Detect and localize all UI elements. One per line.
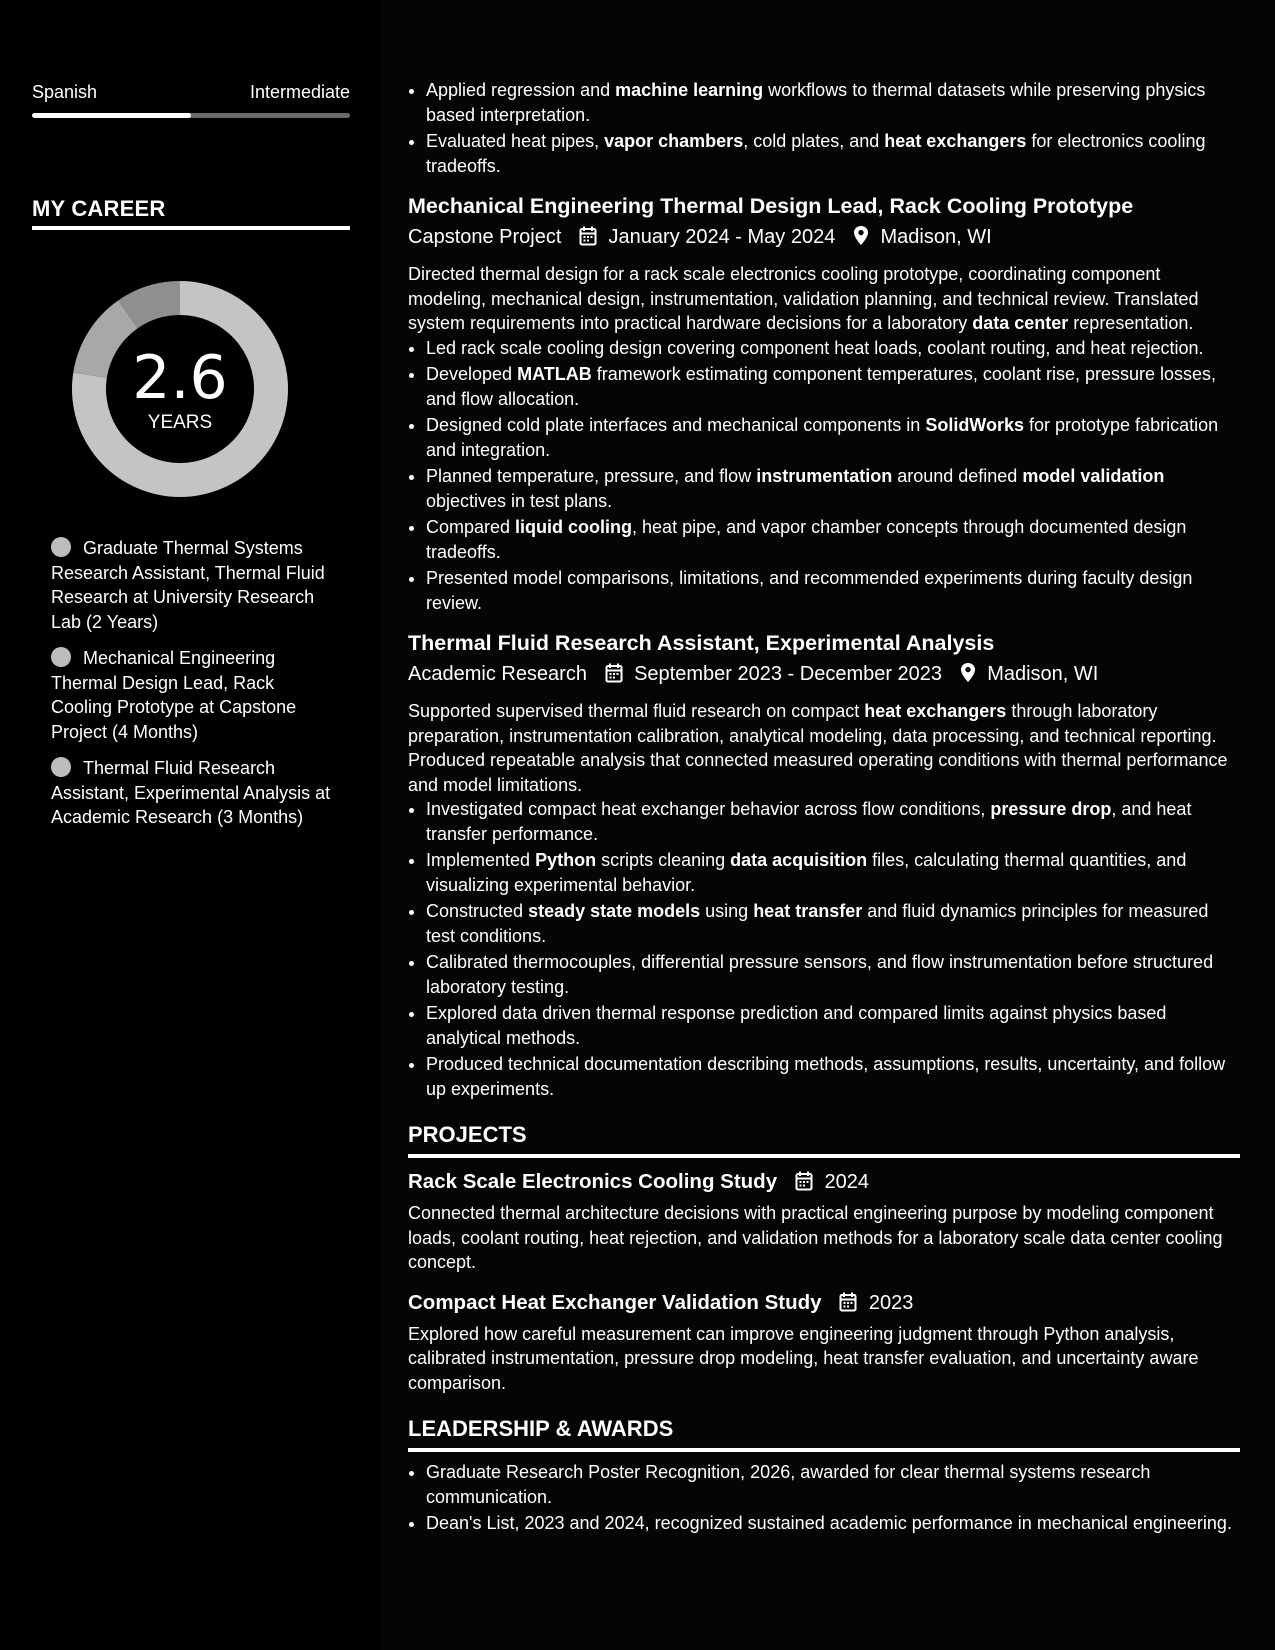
location-pin-icon <box>960 662 976 691</box>
bullet-item: • Led rack scale cooling design covering component heat loads, coolant routing, and heat rejection. <box>426 336 1240 361</box>
calendar-icon <box>795 1171 813 1199</box>
bold-keyword: heat exchangers <box>884 131 1027 151</box>
bold-keyword: SolidWorks <box>925 415 1024 435</box>
language-level: Intermediate <box>249 82 350 102</box>
bold-keyword: instrumentation <box>756 466 893 486</box>
bullet-item: • Explored data driven thermal response prediction and compared limits against physics based analytical methods. <box>426 1001 1240 1050</box>
language-proficiency-fill <box>32 113 191 118</box>
calendar-icon <box>605 663 623 691</box>
bold-keyword: Python <box>535 850 597 870</box>
job-dates: January 2024 - May 2024 <box>608 226 836 248</box>
job-location: Madison, WI <box>987 663 1099 685</box>
job-title: Mechanical Engineering Thermal Design Lead, Rack Cooling Prototype <box>408 194 1134 218</box>
career-section-title: MY CAREER <box>32 196 166 221</box>
career-total <box>65 343 295 434</box>
job-meta <box>408 660 1240 691</box>
job-organization: Capstone Project <box>408 226 562 248</box>
job-dates: September 2023 - December 2023 <box>634 663 943 685</box>
bold-keyword: MATLAB <box>517 364 592 384</box>
bold-keyword: model validation <box>1022 466 1165 486</box>
career-total-unit: YEARS <box>147 412 213 433</box>
career-item <box>51 536 331 634</box>
bold-keyword: data acquisition <box>730 850 868 870</box>
award-item: • Graduate Research Poster Recognition, 2026, awarded for clear thermal systems research communication. <box>426 1460 1240 1509</box>
bold-keyword: pressure drop <box>990 799 1112 819</box>
calendar-icon <box>579 226 597 254</box>
bold-keyword: heat transfer <box>753 901 863 921</box>
location-pin-icon <box>853 225 869 254</box>
awards-section-title: LEADERSHIP & AWARDS <box>408 1416 674 1441</box>
career-item-text: Mechanical Engineering Thermal Design Lead, Rack Cooling Prototype at Capstone Project (4 Months) <box>51 648 297 742</box>
job-bullets <box>408 336 1240 616</box>
career-total-value: 2.6 <box>132 343 228 413</box>
bullet-item: • Compared liquid cooling, heat pipe, and vapor chamber concepts through documented design tradeoffs. <box>426 515 1240 564</box>
award-item: • Dean's List, 2023 and 2024, recognized sustained academic performance in mechanical engineering. <box>426 1511 1240 1536</box>
job-meta <box>408 223 1240 254</box>
career-item-text: Thermal Fluid Research Assistant, Experimental Analysis at Academic Research (3 Months) <box>51 758 331 827</box>
project-name: Rack Scale Electronics Cooling Study <box>408 1170 778 1193</box>
job-description: Supported supervised thermal fluid research on compact heat exchangers through laboratory preparation, instrumentation calibration, analytical modeling, data processing, and technical reporting. Produced repeatable analysis that connected measured operating conditions with thermal performance and model limitations. <box>408 701 1228 795</box>
bullet-item: • Evaluated heat pipes, vapor chambers, cold plates, and heat exchangers for electronics cooling tradeoffs. <box>426 129 1240 178</box>
bold-keyword: machine learning <box>615 80 764 100</box>
bullet-item: • Presented model comparisons, limitations, and recommended experiments during faculty design review. <box>426 566 1240 615</box>
bold-keyword: vapor chambers <box>604 131 744 151</box>
main-content <box>408 78 1240 1538</box>
bold-keyword: heat exchangers <box>864 701 1007 721</box>
bullet-dot-icon <box>51 757 71 777</box>
project-year: 2023 <box>868 1291 914 1314</box>
bullet-dot-icon <box>51 537 71 557</box>
career-item <box>51 756 331 830</box>
bullet-item: • Designed cold plate interfaces and mechanical components in SolidWorks for prototype fabrication and integration. <box>426 413 1240 462</box>
project-description: Connected thermal architecture decisions with practical engineering purpose by modeling component loads, coolant routing, heat rejection, and validation methods for a laboratory scale data center cooling concept. <box>408 1203 1223 1272</box>
bullet-item: • Developed MATLAB framework estimating component temperatures, coolant rise, pressure losses, and flow allocation. <box>426 362 1240 411</box>
calendar-icon <box>839 1292 857 1320</box>
previous-job-bullets <box>408 78 1240 178</box>
projects-section-divider <box>408 1154 1240 1158</box>
bullet-item: • Planned temperature, pressure, and flow instrumentation around defined model validation objectives in test plans. <box>426 464 1240 513</box>
bold-keyword: data center <box>972 313 1069 333</box>
awards-section-divider <box>408 1448 1240 1452</box>
project-year: 2024 <box>824 1171 870 1193</box>
bullet-item: • Implemented Python scripts cleaning data acquisition files, calculating thermal quantities, and visualizing experimental behavior. <box>426 848 1240 897</box>
language-proficiency-bar <box>32 113 350 118</box>
career-list <box>51 536 331 842</box>
bullet-item: • Constructed steady state models using heat transfer and fluid dynamics principles for measured test conditions. <box>426 899 1240 948</box>
bold-keyword: steady state models <box>528 901 701 921</box>
language-name: Spanish <box>32 82 98 102</box>
bold-keyword: liquid cooling <box>515 517 633 537</box>
career-item <box>51 646 331 744</box>
bullet-item: • Investigated compact heat exchanger behavior across flow conditions, pressure drop, and heat transfer performance. <box>426 797 1240 846</box>
project-description: Explored how careful measurement can improve engineering judgment through Python analysis, calibrated instrumentation, pressure drop modeling, heat transfer evaluation, and uncertainty aware comparison. <box>408 1323 1199 1393</box>
awards-list <box>408 1460 1240 1536</box>
sidebar <box>0 0 380 1650</box>
career-item-text: Graduate Thermal Systems Research Assistant, Thermal Fluid Research at University Research Lab (2 Years) <box>51 538 325 632</box>
bullet-item: • Applied regression and machine learning workflows to thermal datasets while preserving physics based interpretation. <box>426 78 1240 127</box>
projects-section-title: PROJECTS <box>408 1122 527 1147</box>
project-name: Compact Heat Exchanger Validation Study <box>408 1290 822 1314</box>
job-title: Thermal Fluid Research Assistant, Experimental Analysis <box>408 631 995 655</box>
job-organization: Academic Research <box>408 663 587 685</box>
bullet-item: • Produced technical documentation describing methods, assumptions, results, uncertainty, and follow up experiments. <box>426 1052 1240 1101</box>
job-bullets <box>408 797 1240 1101</box>
project-title <box>408 1289 1240 1320</box>
bullet-dot-icon <box>51 647 71 667</box>
career-section-divider <box>32 226 350 230</box>
job-location: Madison, WI <box>880 226 992 248</box>
project-title <box>408 1168 1240 1199</box>
job-description: Directed thermal design for a rack scale electronics cooling prototype, coordinating component modeling, mechanical design, instrumentation, validation planning, and technical review. Translated system requirements into practical hardware decisions for a laboratory data center representation. <box>408 264 1199 333</box>
bullet-item: • Calibrated thermocouples, differential pressure sensors, and flow instrumentation before structured laboratory testing. <box>426 950 1240 999</box>
